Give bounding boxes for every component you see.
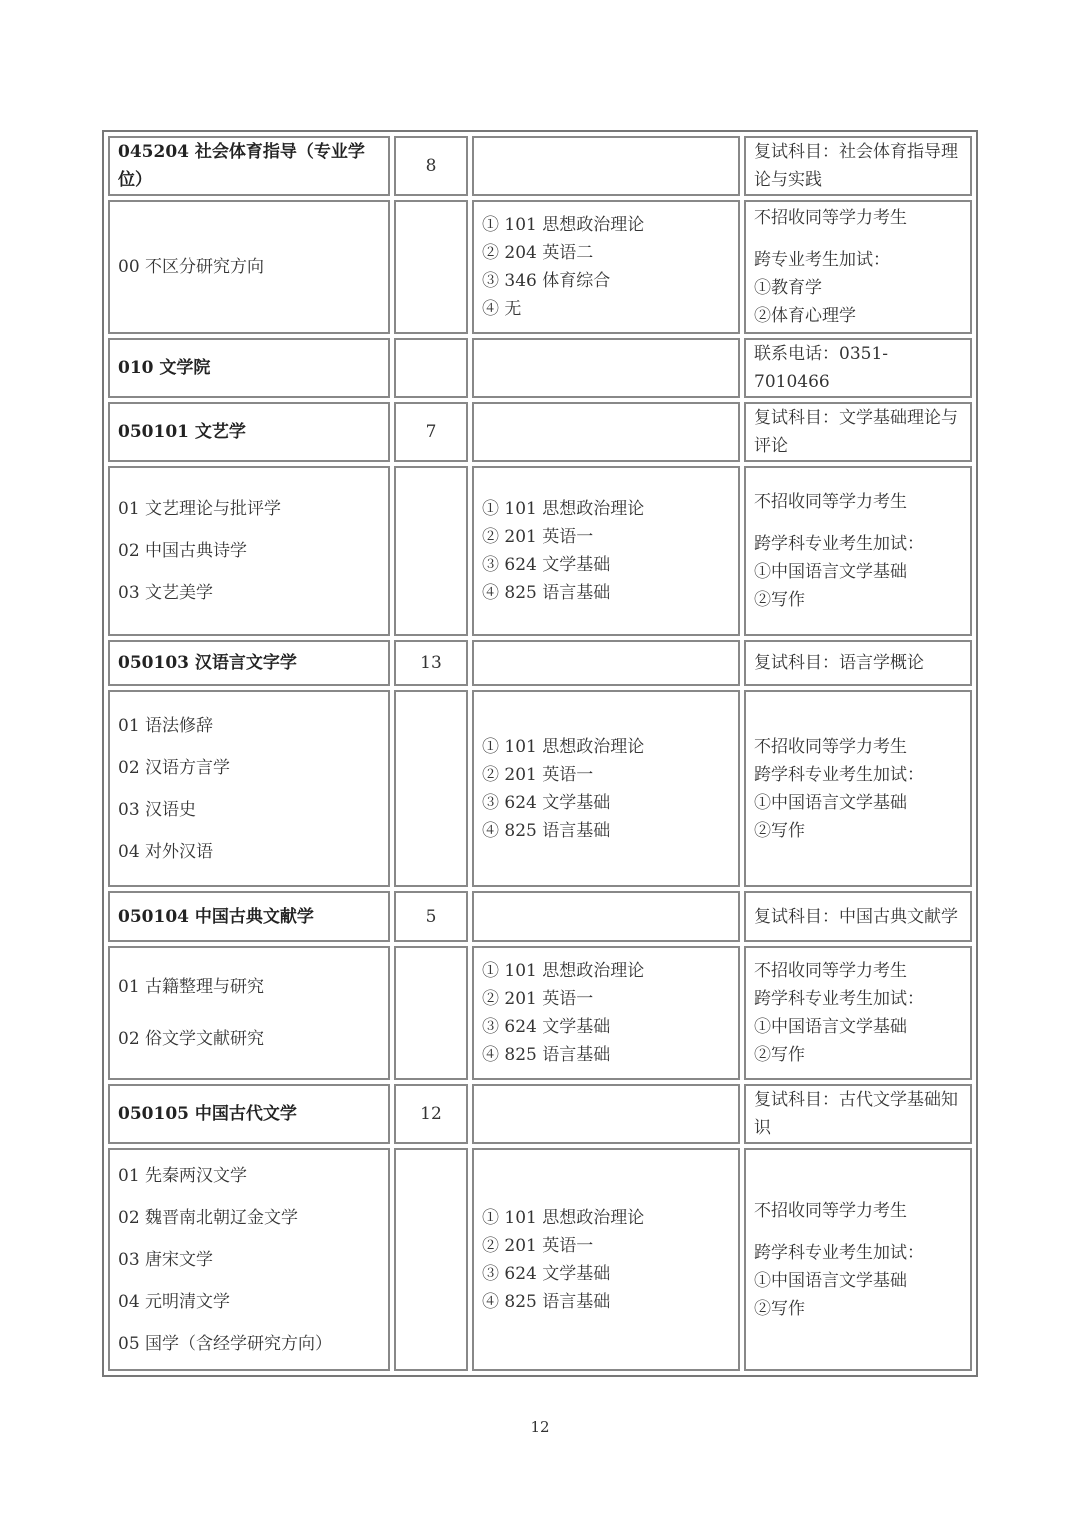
research-direction: 02 魏晋南北朝辽金文学 xyxy=(118,1207,299,1228)
direction-row xyxy=(108,946,972,1080)
remark-line: 跨学科专业考生加试： xyxy=(754,764,924,785)
enrollment-count-cell xyxy=(394,466,468,636)
enrollment-count-cell: 13 xyxy=(394,640,468,686)
remark-line: ①中国语言文学基础 xyxy=(754,1270,907,1291)
remarks-cell xyxy=(744,200,972,334)
direction-row xyxy=(108,1148,972,1371)
enrollment-count-cell xyxy=(394,946,468,1080)
exam-subjects-cell xyxy=(472,640,740,686)
enrollment-count-cell: 12 xyxy=(394,1084,468,1144)
research-direction: 00 不区分研究方向 xyxy=(118,257,265,277)
program-cell: 050103 汉语言文字学 xyxy=(108,640,390,686)
program-cell: 045204 社会体育指导（专业学位） xyxy=(108,136,390,196)
admissions-table xyxy=(102,130,978,1377)
research-direction: 02 汉语方言学 xyxy=(118,757,231,778)
program-cell xyxy=(108,1148,390,1371)
enrollment-count-cell: 8 xyxy=(394,136,468,196)
remarks-group xyxy=(754,488,962,516)
remark-line: 复试科目：文学基础理论与评论 xyxy=(754,408,958,456)
program-cell: 010 文学院 xyxy=(108,338,390,398)
exam-subject: ③ 624 文学基础 xyxy=(482,1263,611,1284)
exam-subjects-cell xyxy=(472,690,740,887)
enrollment-count-cell xyxy=(394,338,468,398)
research-direction: 03 唐宋文学 xyxy=(118,1249,214,1270)
remark-line: ①中国语言文学基础 xyxy=(754,1017,907,1037)
exam-subject: ① 101 思想政治理论 xyxy=(482,215,645,235)
remark-line: ②写作 xyxy=(754,1045,805,1065)
exam-subjects-cell xyxy=(472,402,740,462)
program-cell: 050105 中国古代文学 xyxy=(108,1084,390,1144)
research-direction: 01 文艺理论与批评学 xyxy=(118,499,282,519)
program-cell: 050101 文艺学 xyxy=(108,402,390,462)
exam-subject: ① 101 思想政治理论 xyxy=(482,1207,645,1228)
research-direction: 04 元明清文学 xyxy=(118,1291,231,1312)
remark-line: 复试科目：中国古典文献学 xyxy=(754,906,958,927)
program-row xyxy=(108,136,972,196)
program-row xyxy=(108,640,972,686)
program-cell xyxy=(108,200,390,334)
research-direction: 03 文艺美学 xyxy=(118,583,214,603)
remarks-group xyxy=(754,957,962,1069)
remark-line: ②写作 xyxy=(754,820,805,841)
remark-line: ②体育心理学 xyxy=(754,306,856,326)
remarks-group xyxy=(754,404,962,460)
remarks-cell xyxy=(744,1148,972,1371)
remark-line: ②写作 xyxy=(754,1298,805,1319)
remarks-cell xyxy=(744,946,972,1080)
exam-subjects-cell xyxy=(472,1084,740,1144)
remark-line: 不招收同等学力考生 xyxy=(754,208,907,228)
remarks-group xyxy=(754,733,962,845)
exam-subject: ① 101 思想政治理论 xyxy=(482,736,645,757)
remark-line: 跨专业考生加试： xyxy=(754,250,890,270)
exam-subject: ② 201 英语一 xyxy=(482,989,594,1009)
remark-line: 复试科目：古代文学基础知识 xyxy=(754,1090,958,1138)
exam-subjects-cell xyxy=(472,338,740,398)
remark-line: 跨学科专业考生加试： xyxy=(754,989,924,1009)
remark-line: 不招收同等学力考生 xyxy=(754,961,907,981)
program-cell xyxy=(108,946,390,1080)
enrollment-count-cell xyxy=(394,690,468,887)
remark-line: ①中国语言文学基础 xyxy=(754,792,907,813)
exam-subjects-cell xyxy=(472,1148,740,1371)
program-row xyxy=(108,338,972,398)
exam-subjects-cell xyxy=(472,466,740,636)
research-direction: 02 中国古典诗学 xyxy=(118,541,248,561)
remarks-cell xyxy=(744,136,972,196)
research-direction: 01 语法修辞 xyxy=(118,715,214,736)
exam-subject: ② 201 英语一 xyxy=(482,527,594,547)
page-number: 12 xyxy=(530,1418,550,1436)
remarks-group xyxy=(754,138,962,194)
exam-subject: ① 101 思想政治理论 xyxy=(482,961,645,981)
remark-line: 不招收同等学力考生 xyxy=(754,1200,907,1221)
exam-subject: ③ 624 文学基础 xyxy=(482,1017,611,1037)
remarks-cell xyxy=(744,338,972,398)
remarks-cell xyxy=(744,690,972,887)
exam-subject: ② 201 英语一 xyxy=(482,1235,594,1256)
remark-line: 复试科目：语言学概论 xyxy=(754,653,924,673)
remark-line: ①教育学 xyxy=(754,278,822,298)
remarks-group xyxy=(754,204,962,232)
research-direction: 01 古籍整理与研究 xyxy=(118,977,265,997)
remarks-group xyxy=(754,530,962,614)
remark-line: 跨学科专业考生加试： xyxy=(754,534,924,554)
remarks-cell xyxy=(744,466,972,636)
remark-line: 不招收同等学力考生 xyxy=(754,492,907,512)
exam-subject: ③ 346 体育综合 xyxy=(482,271,611,291)
exam-subject: ④ 825 语言基础 xyxy=(482,1045,611,1065)
research-direction: 04 对外汉语 xyxy=(118,841,214,862)
remark-line: 复试科目：社会体育指导理论与实践 xyxy=(754,142,958,190)
program-cell xyxy=(108,690,390,887)
exam-subjects-cell xyxy=(472,891,740,942)
exam-subjects-cell xyxy=(472,200,740,334)
research-direction: 05 国学（含经学研究方向） xyxy=(118,1333,333,1354)
remark-line: 跨学科专业考生加试： xyxy=(754,1242,924,1263)
direction-row xyxy=(108,690,972,887)
exam-subject: ④ 无 xyxy=(482,299,522,319)
exam-subject: ② 204 英语二 xyxy=(482,243,594,263)
exam-subjects-cell xyxy=(472,136,740,196)
remarks-cell xyxy=(744,1084,972,1144)
program-row xyxy=(108,891,972,942)
remarks-group xyxy=(754,340,962,396)
remarks-cell xyxy=(744,640,972,686)
direction-row xyxy=(108,200,972,334)
remark-line: ①中国语言文学基础 xyxy=(754,562,907,582)
program-cell: 050104 中国古典文献学 xyxy=(108,891,390,942)
remarks-group xyxy=(754,1197,962,1225)
exam-subject: ④ 825 语言基础 xyxy=(482,820,611,841)
remarks-cell xyxy=(744,402,972,462)
program-row xyxy=(108,1084,972,1144)
remarks-group xyxy=(754,649,962,677)
remarks-group xyxy=(754,903,962,931)
remark-line: 联系电话：0351-7010466 xyxy=(754,344,889,392)
program-cell xyxy=(108,466,390,636)
remarks-cell xyxy=(744,891,972,942)
exam-subjects-cell xyxy=(472,946,740,1080)
research-direction: 03 汉语史 xyxy=(118,799,197,820)
research-direction: 01 先秦两汉文学 xyxy=(118,1165,248,1186)
exam-subject: ③ 624 文学基础 xyxy=(482,792,611,813)
exam-subject: ④ 825 语言基础 xyxy=(482,583,611,603)
exam-subject: ④ 825 语言基础 xyxy=(482,1291,611,1312)
enrollment-count-cell: 7 xyxy=(394,402,468,462)
research-direction: 02 俗文学文献研究 xyxy=(118,1029,265,1049)
exam-subject: ② 201 英语一 xyxy=(482,764,594,785)
remarks-group xyxy=(754,1086,962,1142)
enrollment-count-cell: 5 xyxy=(394,891,468,942)
remarks-group xyxy=(754,1239,962,1323)
remark-line: 不招收同等学力考生 xyxy=(754,736,907,757)
direction-row xyxy=(108,466,972,636)
remarks-group xyxy=(754,246,962,330)
exam-subject: ① 101 思想政治理论 xyxy=(482,499,645,519)
remark-line: ②写作 xyxy=(754,590,805,610)
enrollment-count-cell xyxy=(394,1148,468,1371)
enrollment-count-cell xyxy=(394,200,468,334)
exam-subject: ③ 624 文学基础 xyxy=(482,555,611,575)
program-row xyxy=(108,402,972,462)
